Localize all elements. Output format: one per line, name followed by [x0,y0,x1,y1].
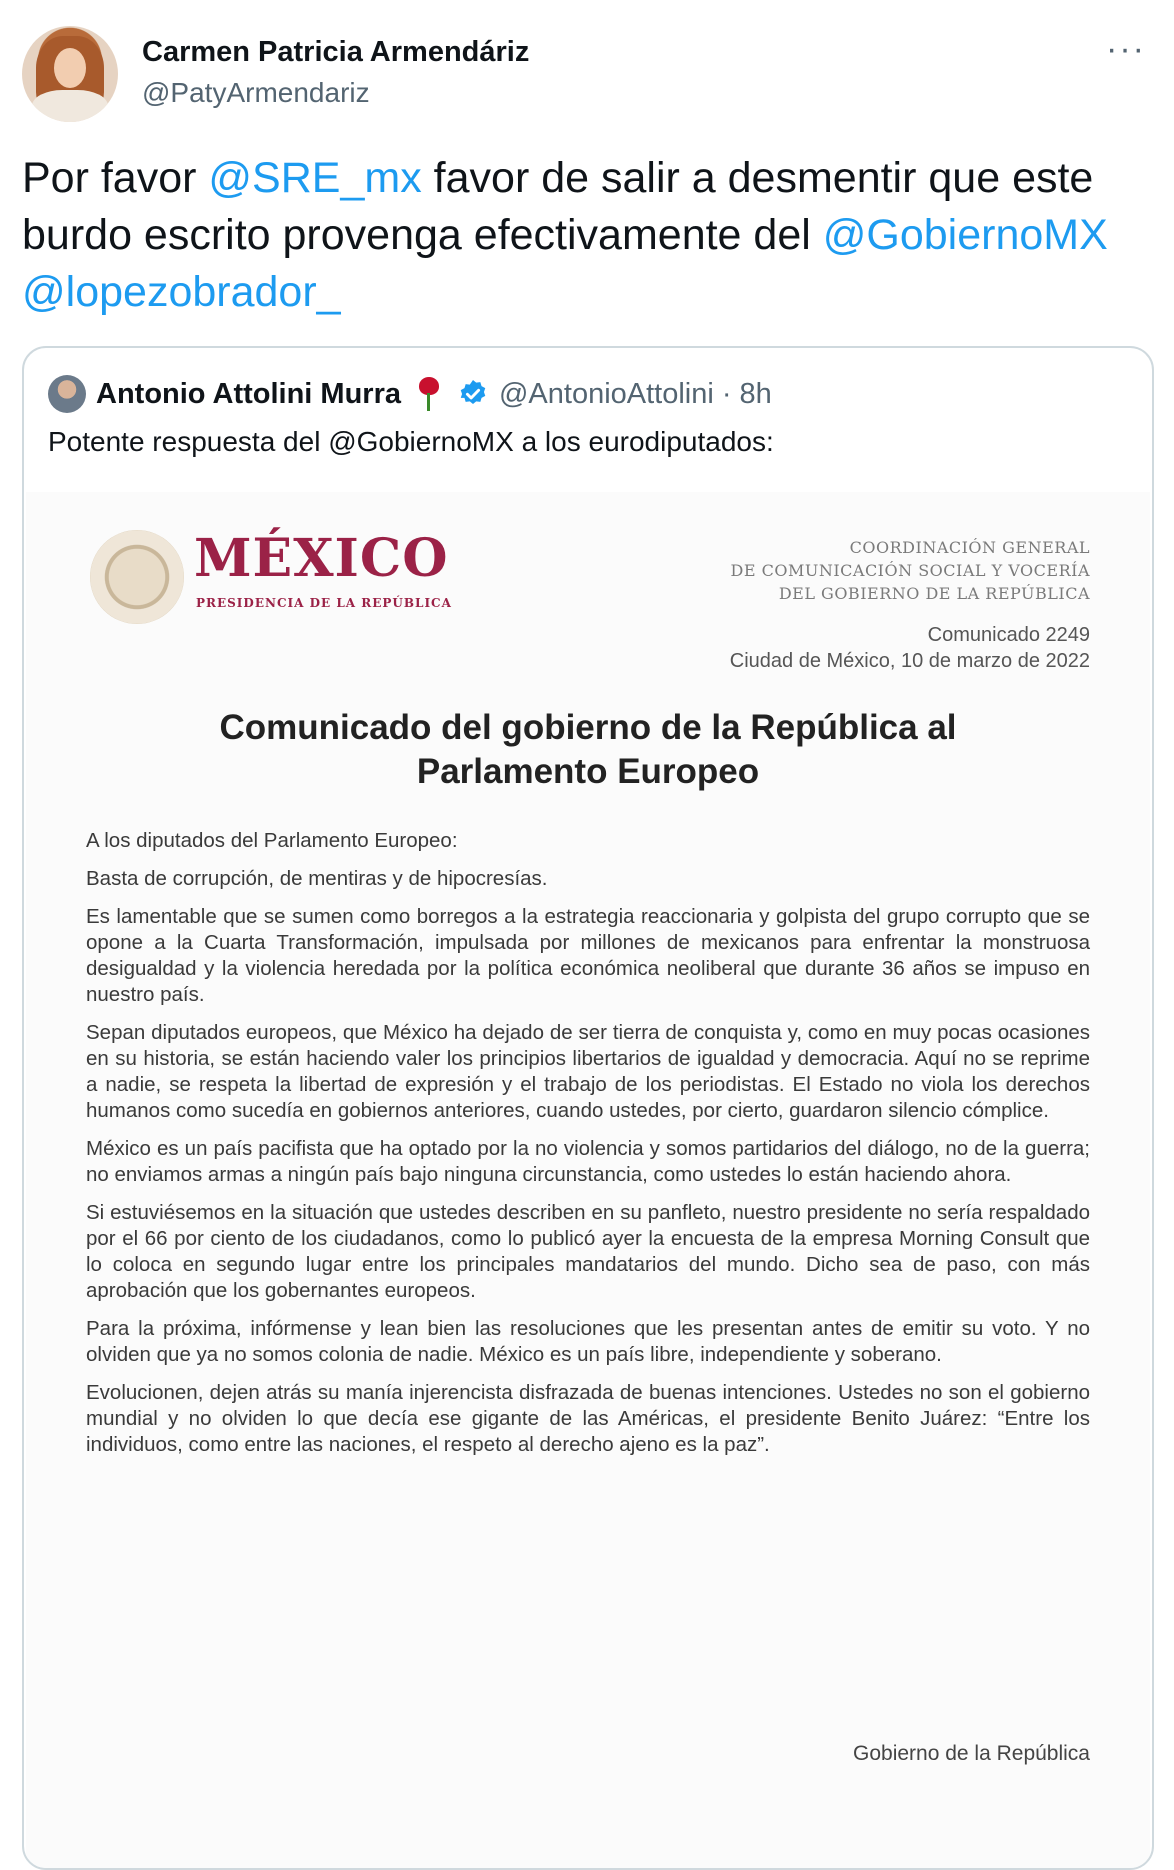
quoted-tweet[interactable] [22,346,1154,1870]
author-handle[interactable]: @PatyArmendariz [142,77,370,108]
quoted-tweet-text: Potente respuesta del @GobiernoMX a los eurodiputados: [48,426,774,457]
mexico-logo-title: MÉXICO [194,528,449,589]
document-title-line: Comunicado del gobierno de la República al [219,708,957,747]
document-paragraph: Es lamentable que se sumen como borregos a la estrategia reaccionaria y golpista del grupo corrupto que se opone a la Cuarta Transformación, impulsada por millones de mexicanos para enfrentar la monstruosa desigualdad y la violencia heredada por la política económica neoliberal que durante 36 años se impuso en nuestro país. [86,905,1090,1006]
mexico-logo-subtitle: PRESIDENCIA DE LA REPÚBLICA [196,596,452,610]
quoted-author-handle[interactable]: @AntonioAttolini [498,377,714,410]
author-block [142,36,529,109]
place-date: Ciudad de México, 10 de marzo de 2022 [729,650,1090,672]
coord-line: DE COMUNICACIÓN SOCIAL Y VOCERÍA [730,561,1090,580]
mention-link-gobiernomx[interactable]: @GobiernoMX [822,211,1108,259]
author-avatar[interactable] [22,26,118,122]
document-title [86,706,1090,794]
document-paragraph: Sepan diputados europeos, que México ha dejado de ser tierra de conquista y, como en muy pocas ocasiones en su historia, se están haciendo valer los principios libertarios de igualdad y democracia. Aquí no se reprime a nadie, se respeta la libertad de expresión y el trabajo de los periodistas. El Estado no viola los derechos humanos como sucedía en gobiernos anteriores, cuando ustedes, por cierto, guardaron silencio cómplice. [86,1021,1090,1122]
mention-link-sre[interactable]: @SRE_mx [208,154,422,202]
quoted-author-avatar[interactable] [48,375,86,413]
verified-badge-icon [457,378,489,410]
document-signoff: Gobierno de la República [853,1742,1090,1765]
document-title-line: Parlamento Europeo [416,752,760,791]
tweet-text-part: Por favor [22,154,209,202]
avatar-face [54,48,86,88]
comunicado-meta [730,622,1090,674]
comunicado-number: Comunicado 2249 [927,624,1090,646]
document-body [86,828,1090,1470]
quoted-tweet-time[interactable]: · 8h [721,377,772,410]
rose-icon [417,377,439,411]
document-paragraph: México es un país pacifista que ha optado por la no violencia y somos partidarios del diálogo, no de la guerra; no enviamos armas a ningún país bajo ninguna circunstancia, como ustedes lo están haciendo ahora. [86,1137,1090,1186]
document-paragraph: Basta de corrupción, de mentiras y de hipocresías. [86,867,548,890]
quoted-tweet-header [48,374,772,414]
attached-document-image[interactable] [26,492,1150,1870]
quoted-author-name[interactable]: Antonio Attolini Murra [96,377,401,410]
document-paragraph: A los diputados del Parlamento Europeo: [86,829,458,852]
document-paragraph: Para la próxima, infórmense y lean bien las resoluciones que les presentan antes de emitir su voto. Y no olviden que ya no somos colonia de nadie. México es un país libre, independiente y soberano. [86,1317,1090,1366]
coordination-header [670,536,1090,605]
document-paragraph: Evolucionen, dejen atrás su manía injerencista disfrazada de buenas intenciones. Ustedes no son el gobierno mundial y no olviden lo que decía ese gigante de las Américas, el presidente Benito Juárez: “Entre los individuos, como entre las naciones, el respeto al derecho ajeno es la paz”. [86,1381,1090,1456]
avatar-body [32,90,108,122]
tweet-text-part: favor de salir a desmentir que este burdo escrito provenga efectivamente del [22,154,1094,259]
more-options-icon[interactable]: ··· [1106,30,1146,68]
mention-link-lopezobrador[interactable]: @lopezobrador_ [22,268,341,316]
tweet-text [22,150,1152,321]
coord-line: DEL GOBIERNO DE LA REPÚBLICA [778,584,1090,603]
author-name[interactable]: Carmen Patricia Armendáriz [142,36,530,68]
coord-line: COORDINACIÓN GENERAL [849,538,1090,557]
mexico-seal-icon [90,530,184,624]
document-paragraph: Si estuviésemos en la situación que ustedes describen en su panfleto, nuestro presidente no sería respaldado por el 66 por ciento de los ciudadanos, como lo publicó ayer la encuesta de la empresa Morning Consult que lo coloca en segundo lugar entre los principales mandatarios del mundo. Dicho sea de paso, con más aprobación que los gobernantes europeos. [86,1201,1090,1302]
